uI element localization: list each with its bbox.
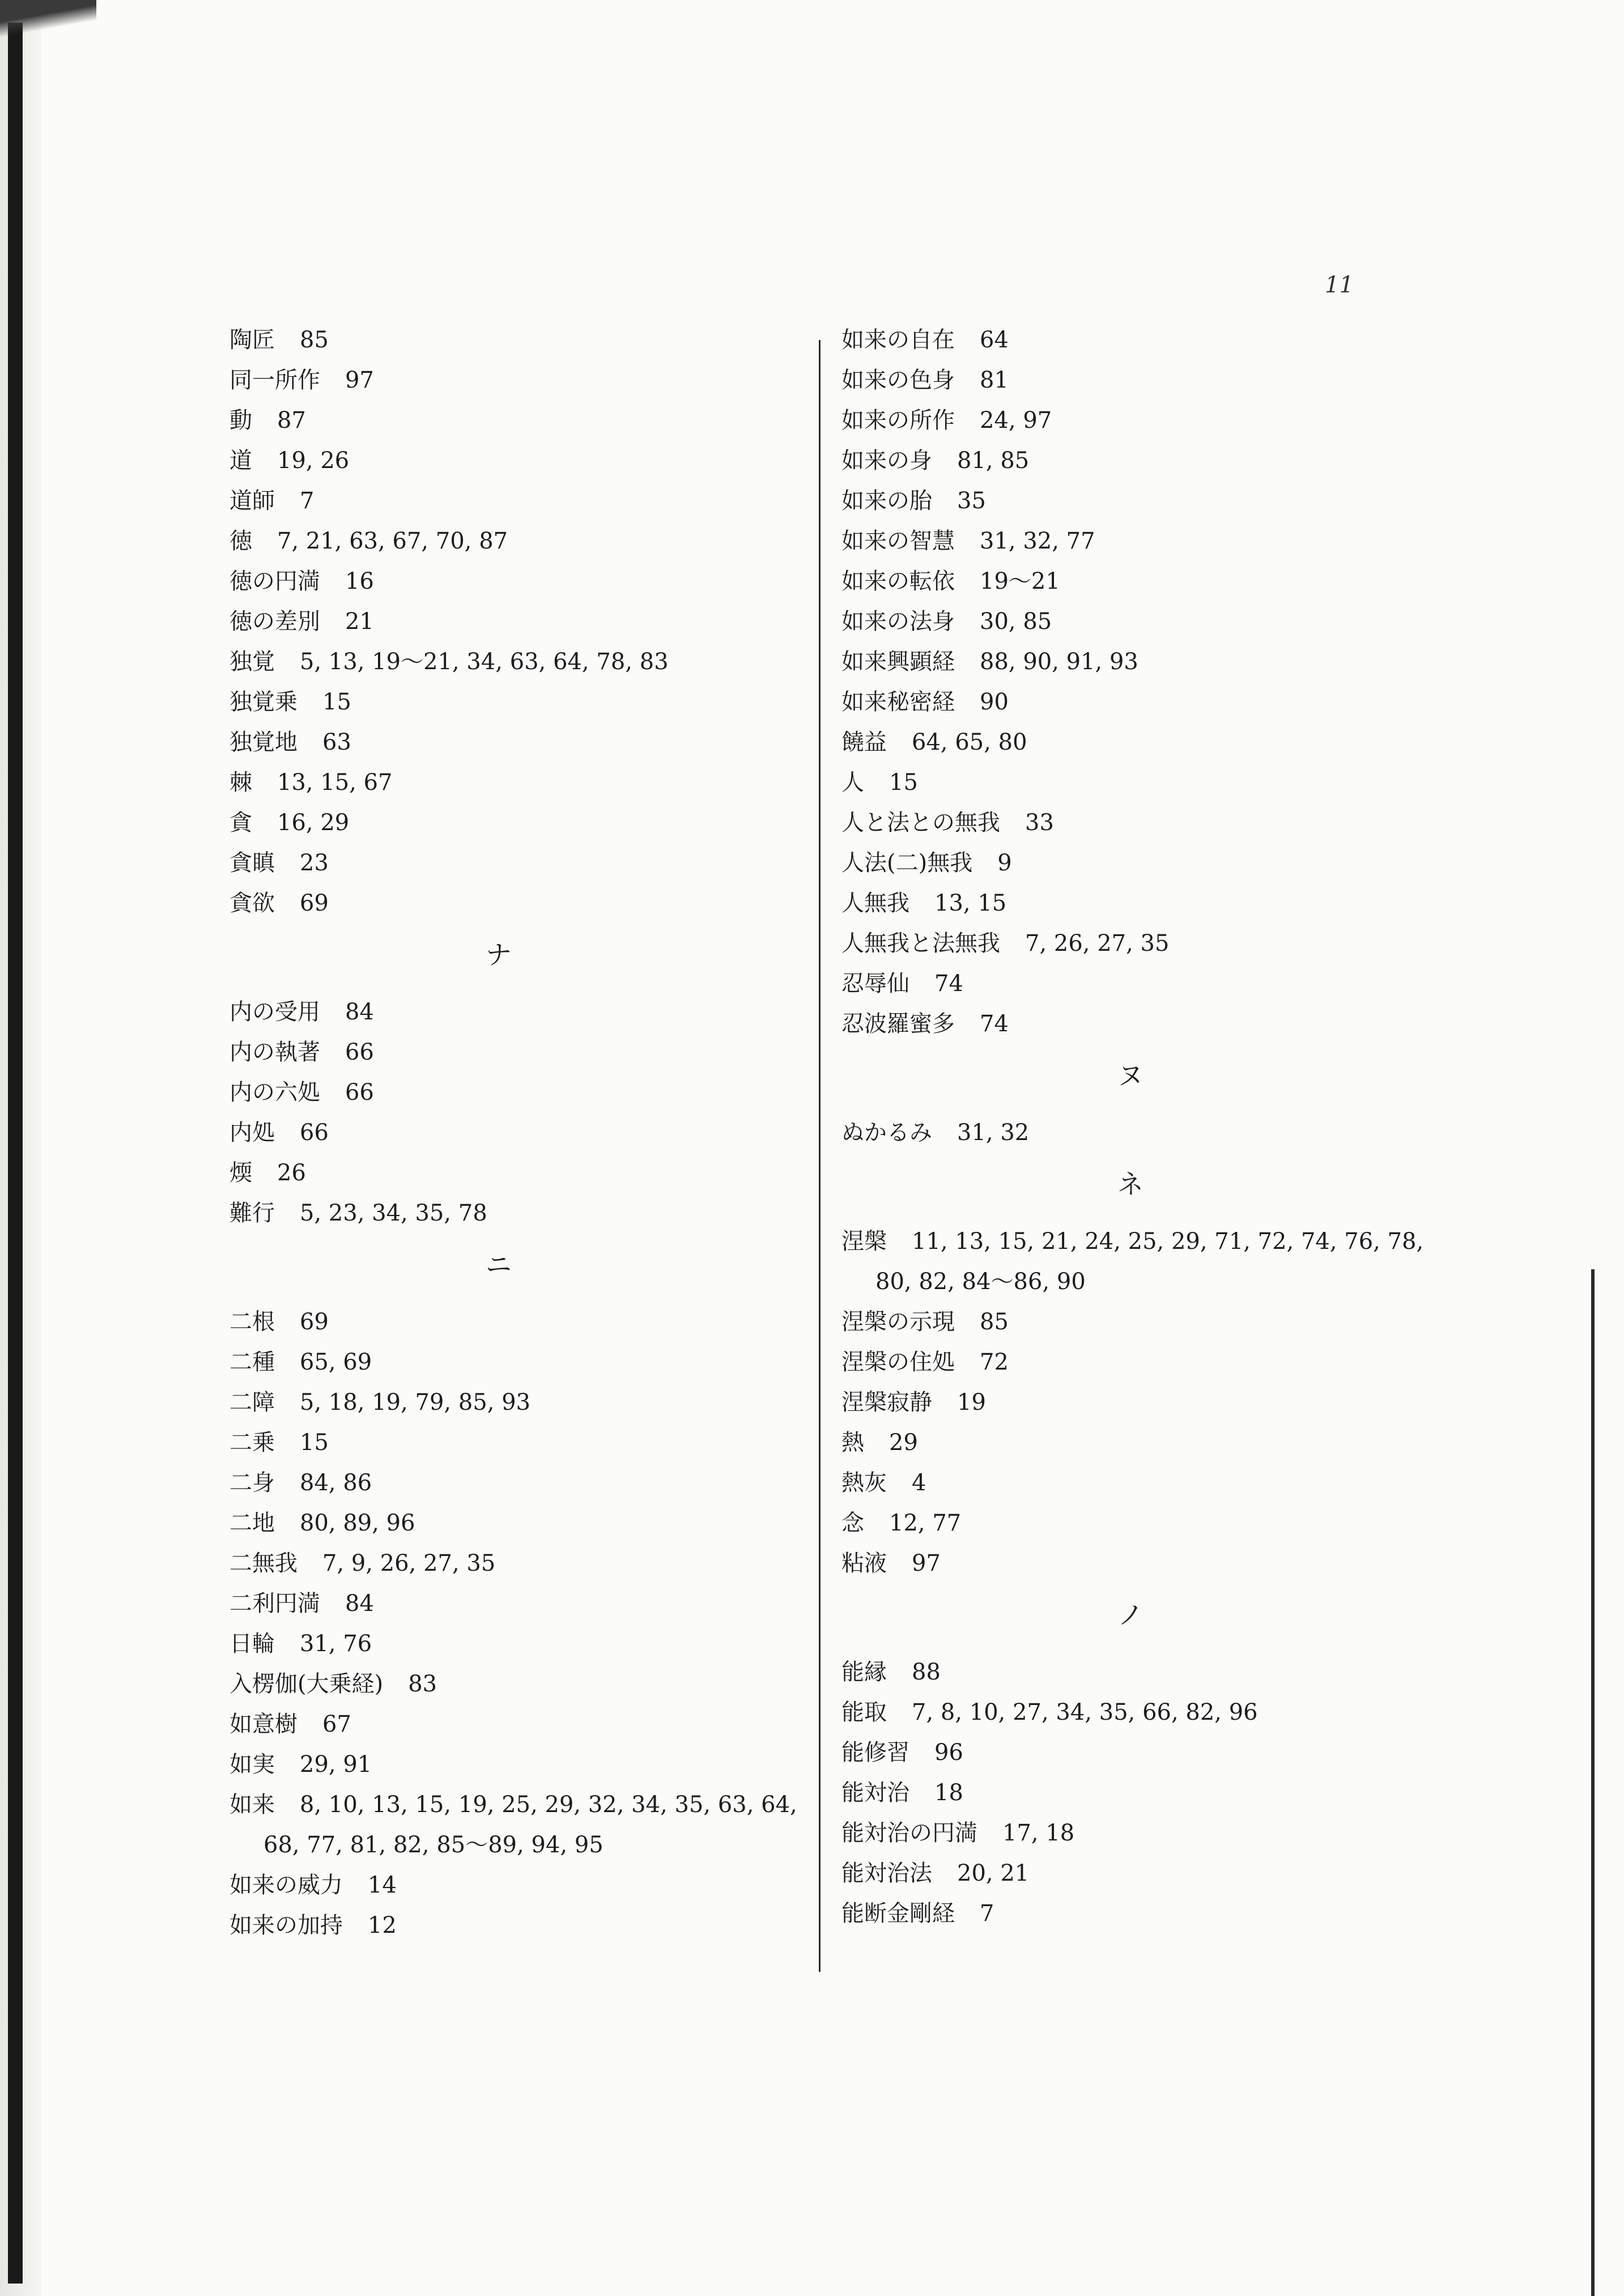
index-pages: 4: [912, 1470, 926, 1496]
index-pages: 12: [368, 1912, 397, 1938]
index-entry: [841, 1222, 1424, 1302]
index-entry: [229, 1073, 768, 1113]
index-entry: [229, 883, 768, 924]
index-entry: [229, 1544, 768, 1584]
page-number: 11: [1325, 272, 1354, 298]
index-pages: 88: [912, 1659, 941, 1685]
index-pages: 16: [345, 568, 374, 594]
index-entry: [229, 763, 768, 803]
index-pages: 85: [980, 1309, 1009, 1335]
index-pages: 20, 21: [957, 1860, 1030, 1886]
index-term: 如実: [229, 1751, 275, 1778]
index-pages: 72: [980, 1349, 1009, 1375]
index-term: 熱灰: [841, 1470, 887, 1496]
index-entry: [229, 1032, 768, 1073]
index-term: 能修習: [841, 1740, 909, 1766]
index-pages: 24, 97: [980, 407, 1052, 433]
index-entry: [229, 1624, 768, 1664]
index-pages: 18: [934, 1780, 963, 1806]
index-entry: [841, 682, 1419, 722]
index-entry: [841, 843, 1419, 883]
index-term: 如来の胎: [841, 488, 932, 514]
index-pages: 9: [997, 850, 1012, 876]
index-term: 如来の威力: [229, 1872, 343, 1898]
index-entry: [841, 1113, 1419, 1153]
index-term: 棘: [229, 769, 252, 796]
index-term: 難行: [229, 1200, 275, 1226]
index-term: 涅槃の示現: [841, 1309, 955, 1335]
index-pages: 88, 90, 91, 93: [980, 649, 1138, 675]
index-pages: 5, 13, 19〜21, 34, 63, 64, 78, 83: [300, 649, 669, 675]
index-term: 内の受用: [229, 999, 320, 1025]
index-term: 貪欲: [229, 890, 275, 916]
index-pages: 13, 15, 67: [277, 769, 393, 796]
index-entry: [841, 1463, 1419, 1503]
index-term: 如来の智慧: [841, 528, 955, 554]
index-entry: [229, 481, 768, 521]
index-entry: [841, 642, 1419, 682]
index-term: 内の六処: [229, 1079, 320, 1106]
index-entry: [841, 803, 1419, 843]
index-entry: [229, 1302, 768, 1342]
index-term: 如来興顕経: [841, 649, 955, 675]
index-pages: 29: [889, 1430, 918, 1456]
index-entry: [841, 883, 1419, 924]
index-term: 同一所作: [229, 367, 320, 393]
index-term: 能対治: [841, 1780, 909, 1806]
index-pages: 19, 26: [277, 448, 350, 474]
index-entry: [229, 1704, 768, 1745]
index-pages: 5, 18, 19, 79, 85, 93: [300, 1389, 531, 1415]
index-entry: [841, 481, 1419, 521]
index-entry: [841, 1813, 1419, 1853]
index-entry: [841, 1652, 1419, 1693]
index-pages: 67: [322, 1711, 351, 1737]
index-pages: 16, 29: [277, 810, 350, 836]
index-entry: [841, 924, 1419, 964]
index-term: 二種: [229, 1349, 275, 1375]
index-pages: 97: [345, 367, 374, 393]
index-entry: [841, 1302, 1419, 1342]
index-pages: 19〜21: [980, 568, 1060, 594]
index-entry: [841, 1503, 1419, 1544]
index-entry: [841, 1383, 1419, 1423]
index-term: 人無我と法無我: [841, 930, 1000, 956]
index-pages: 90: [980, 689, 1009, 715]
index-pages: 66: [345, 1039, 374, 1065]
index-term: 如来秘密経: [841, 689, 955, 715]
index-pages: 7, 8, 10, 27, 34, 35, 66, 82, 96: [912, 1699, 1258, 1725]
index-term: 忍辱仙: [841, 971, 909, 997]
index-entry: [841, 1342, 1419, 1383]
index-pages: 65, 69: [300, 1349, 372, 1375]
section-heading: ネ: [1117, 1169, 1143, 1200]
index-term: 貪瞋: [229, 850, 275, 876]
index-entry: [229, 1906, 768, 1946]
index-pages: 15: [889, 769, 918, 796]
index-pages: 64: [980, 327, 1009, 353]
index-entry: [841, 401, 1419, 441]
index-term: 如来の所作: [841, 407, 955, 433]
index-pages: 84: [345, 1591, 374, 1617]
index-pages: 74: [934, 971, 963, 997]
scan-binding-edge: [8, 23, 23, 2284]
index-column-left: [229, 320, 797, 1946]
index-pages: 17, 18: [1002, 1820, 1075, 1846]
index-pages: 33: [1025, 810, 1054, 836]
index-term: 饒益: [841, 729, 887, 755]
index-pages: 31, 76: [300, 1631, 372, 1657]
index-term: 熱: [841, 1430, 864, 1456]
index-pages: 69: [300, 890, 329, 916]
index-entry: [229, 1383, 768, 1423]
index-pages: 11, 13, 15, 21, 24, 25, 29, 71, 72, 74, 76, 78,: [912, 1228, 1424, 1255]
index-term: 二障: [229, 1389, 275, 1415]
section-heading: ヌ: [1117, 1060, 1143, 1091]
index-pages: 8, 10, 13, 15, 19, 25, 29, 32, 34, 35, 63, 64,: [300, 1792, 797, 1818]
index-entry: [841, 320, 1419, 360]
index-term: 陶匠: [229, 327, 275, 353]
index-pages: 30, 85: [980, 609, 1052, 635]
index-term: 念: [841, 1510, 864, 1536]
index-entry: [841, 521, 1419, 562]
index-term: 如来の自在: [841, 327, 955, 353]
index-entry: [841, 1423, 1419, 1463]
index-term: 貪: [229, 810, 252, 836]
index-pages: 31, 32, 77: [980, 528, 1095, 554]
index-entry: [841, 1894, 1419, 1934]
index-pages: 85: [300, 327, 329, 353]
index-entry: [229, 682, 768, 722]
index-entry: [841, 1773, 1419, 1813]
index-entry: [229, 562, 768, 602]
index-entry: [229, 1503, 768, 1544]
index-term: 二根: [229, 1309, 275, 1335]
index-term: 涅槃: [841, 1228, 887, 1255]
index-pages: 13, 15: [934, 890, 1007, 916]
index-entry: [229, 521, 768, 562]
index-pages: 12, 77: [889, 1510, 962, 1536]
index-pages: 7, 26, 27, 35: [1025, 930, 1170, 956]
index-term: 如意樹: [229, 1711, 297, 1737]
index-entry: [841, 1004, 1419, 1044]
index-term: ぬかるみ: [841, 1120, 932, 1146]
index-pages: 66: [300, 1120, 329, 1146]
index-entry: [841, 441, 1419, 481]
index-entry: [229, 1745, 768, 1785]
index-pages: 19: [957, 1389, 986, 1415]
index-entry: [229, 441, 768, 481]
index-pages: 15: [300, 1430, 329, 1456]
scan-right-edge: [1591, 1269, 1595, 2296]
index-entry: [841, 964, 1419, 1004]
index-term: 人: [841, 769, 864, 796]
index-term: 独覚乗: [229, 689, 297, 715]
index-pages: 7: [980, 1900, 994, 1927]
index-term: 如来の色身: [841, 367, 955, 393]
index-term: 如来の法身: [841, 609, 955, 635]
index-entry: [841, 602, 1419, 642]
index-term: 入楞伽(大乗経): [229, 1671, 384, 1697]
index-term: 粘液: [841, 1550, 887, 1576]
scan-corner-shadow: [0, 0, 96, 45]
index-term: 如来の身: [841, 448, 932, 474]
index-pages: 31, 32: [957, 1120, 1030, 1146]
index-term: 内処: [229, 1120, 275, 1146]
index-pages-continued: 68, 77, 81, 82, 85〜89, 94, 95: [263, 1832, 603, 1858]
index-pages: 80, 89, 96: [300, 1510, 415, 1536]
index-term: 徳の円満: [229, 568, 320, 594]
index-term: 能縁: [841, 1659, 887, 1685]
index-term: 能取: [841, 1699, 887, 1725]
index-entry: [229, 1463, 768, 1503]
index-pages: 84: [345, 999, 374, 1025]
section-heading: ノ: [1117, 1600, 1143, 1630]
index-pages: 64, 65, 80: [912, 729, 1027, 755]
index-entry: [229, 642, 768, 682]
index-term: 道師: [229, 488, 275, 514]
index-term: 道: [229, 448, 252, 474]
index-pages: 5, 23, 34, 35, 78: [300, 1200, 487, 1226]
index-pages: 74: [980, 1011, 1009, 1037]
index-term: 人法(二)無我: [841, 850, 973, 876]
index-pages: 81, 85: [957, 448, 1030, 474]
index-entry: [229, 722, 768, 763]
section-heading: ニ: [486, 1249, 512, 1280]
index-term: 独覚: [229, 649, 275, 675]
index-pages: 81: [980, 367, 1009, 393]
column-divider: [819, 340, 820, 1972]
index-pages: 21: [345, 609, 374, 635]
index-entry: [229, 1664, 768, 1704]
index-term: 如来: [229, 1792, 275, 1818]
index-pages: 83: [408, 1671, 437, 1697]
index-term: 二身: [229, 1470, 275, 1496]
index-entry: [841, 1733, 1419, 1773]
index-term: 二地: [229, 1510, 275, 1536]
index-entry: [841, 1544, 1419, 1584]
index-entry: [229, 320, 768, 360]
index-term: 独覚地: [229, 729, 297, 755]
index-entry: [229, 1785, 797, 1865]
index-pages: 7, 9, 26, 27, 35: [322, 1550, 496, 1576]
index-pages: 7, 21, 63, 67, 70, 87: [277, 528, 508, 554]
index-pages: 84, 86: [300, 1470, 372, 1496]
index-term: 如来の加持: [229, 1912, 343, 1938]
index-term: 人と法との無我: [841, 810, 1000, 836]
index-term: 忍波羅蜜多: [841, 1011, 955, 1037]
index-term: 涅槃の住処: [841, 1349, 955, 1375]
index-term: 如来の転依: [841, 568, 955, 594]
index-term: 二無我: [229, 1550, 297, 1576]
index-term: 能断金剛経: [841, 1900, 955, 1927]
index-pages: 69: [300, 1309, 329, 1335]
index-entry: [841, 722, 1419, 763]
index-entry: [229, 992, 768, 1032]
index-term: 徳: [229, 528, 252, 554]
index-pages: 23: [300, 850, 329, 876]
index-term: 内の執著: [229, 1039, 320, 1065]
index-entry: [841, 562, 1419, 602]
index-pages: 14: [368, 1872, 397, 1898]
index-entry: [229, 1113, 768, 1153]
index-entry: [229, 1423, 768, 1463]
index-pages: 7: [300, 488, 314, 514]
index-entry: [229, 1193, 768, 1234]
index-entry: [229, 602, 768, 642]
index-term: 二乗: [229, 1430, 275, 1456]
index-pages: 35: [957, 488, 986, 514]
index-entry: [841, 1693, 1419, 1733]
index-entry: [229, 1153, 768, 1193]
index-entry: [229, 1865, 768, 1906]
index-entry: [229, 360, 768, 401]
index-entry: [841, 360, 1419, 401]
index-pages: 97: [912, 1550, 941, 1576]
index-term: 動: [229, 407, 252, 433]
index-term: 日輪: [229, 1631, 275, 1657]
index-term: 能対治法: [841, 1860, 932, 1886]
index-entry: [229, 1584, 768, 1624]
section-heading: ナ: [486, 939, 512, 970]
index-term: 人無我: [841, 890, 909, 916]
index-entry: [229, 843, 768, 883]
index-term: 二利円満: [229, 1591, 320, 1617]
index-pages: 87: [277, 407, 306, 433]
index-term: 能対治の円満: [841, 1820, 977, 1846]
index-entry: [229, 803, 768, 843]
index-pages: 26: [277, 1160, 306, 1186]
index-entry: [229, 401, 768, 441]
index-pages: 66: [345, 1079, 374, 1106]
index-entry: [841, 763, 1419, 803]
index-column-right: [841, 320, 1424, 1934]
index-pages-continued: 80, 82, 84〜86, 90: [875, 1269, 1086, 1295]
index-pages: 63: [322, 729, 351, 755]
index-term: 涅槃寂静: [841, 1389, 932, 1415]
index-term: 徳の差別: [229, 609, 320, 635]
index-term: 煗: [229, 1160, 252, 1186]
index-pages: 29, 91: [300, 1751, 372, 1778]
index-entry: [841, 1853, 1419, 1894]
index-pages: 96: [934, 1740, 963, 1766]
index-entry: [229, 1342, 768, 1383]
index-pages: 15: [322, 689, 351, 715]
